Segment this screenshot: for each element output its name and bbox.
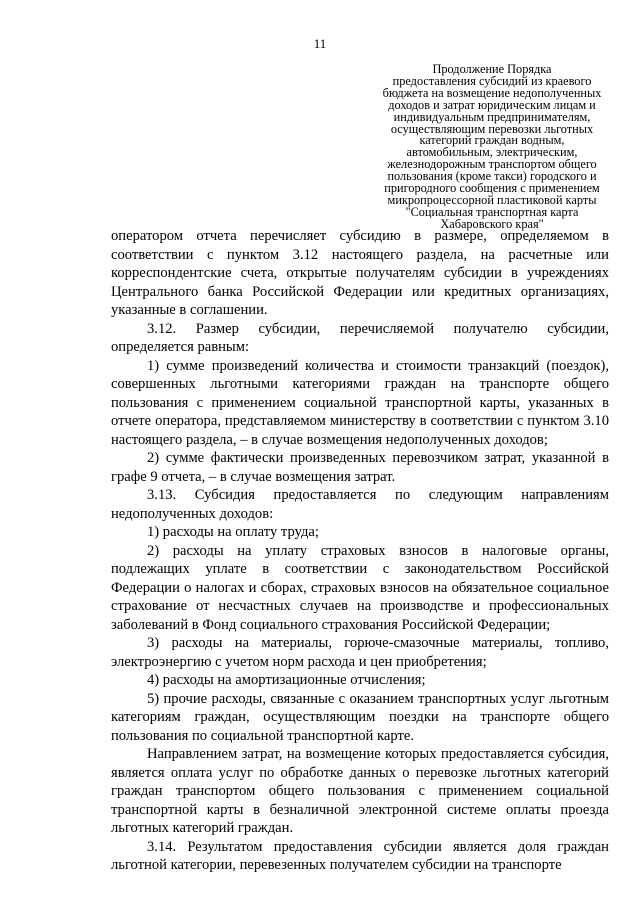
heading-line: "Социальная транспортная карта <box>405 204 579 219</box>
paragraph: оператором отчета перечисляет субсидию в размере, определяемом в соответствии с пунктом 3.12 настоящего раздела, на расчетные или корреспондентские счета, открытые получателям субсидии в учреждениях Центрального банка Российской Федерации или кредитных организациях, указанные в соглашении. <box>111 228 609 318</box>
paragraph: 1) сумме произведений количества и стоимости транзакций (поездок), совершенных льготными категориями граждан на транспорте общего пользования с применением социальной транспортной карты, указанных в отчете оператора, представляемом министерству в соответствии с пунктом 3.10 настоящего раздела, – в случае возмещения недополученных доходов; <box>111 357 609 448</box>
paragraph: 3.14. Результатом предоставления субсидии является доля граждан льготной категории, перевезенных получателем субсидии на транспорте <box>111 838 609 873</box>
document-heading <box>372 64 612 231</box>
heading-line: микропроцессорной пластиковой карты <box>387 192 597 207</box>
paragraph: 3.13. Субсидия предоставляется по следующим направлениям недополученных доходов: <box>111 487 609 522</box>
paragraph: 3.12. Размер субсидии, перечисляемой получателю субсидии, определяется равным: <box>111 320 609 355</box>
heading-line: индивидуальным предпринимателям, <box>393 109 591 124</box>
paragraph: 3) расходы на материалы, горюче-смазочные материалы, топливо, электроэнергию с учетом норм расхода и цен приобретения; <box>111 635 609 670</box>
heading-line: доходов и затрат юридическим лицам и <box>388 97 596 112</box>
page-number: 11 <box>313 36 327 51</box>
heading-line: автомобильным, электрическим, <box>406 145 578 160</box>
paragraph: 4) расходы на амортизационные отчисления; <box>147 672 426 688</box>
paragraph: 2) сумме фактически произведенных перевозчиком затрат, указанной в графе 9 отчета, – в случае возмещения затрат. <box>111 450 609 485</box>
heading-line: предоставления субсидий из краевого <box>392 73 592 88</box>
heading-line: осуществляющим перевозки льготных <box>390 121 594 136</box>
paragraph: 5) прочие расходы, связанные с оказанием транспортных услуг льготным категориям граждан, осуществляющим поездки на транспорте общего пользования по социальной транспортной карте. <box>111 690 609 744</box>
heading-line: категорий граждан водным, <box>419 133 565 148</box>
paragraph: Направлением затрат, на возмещение которых предоставляется субсидия, является оплата услуг по обработке данных о перевозке льготных категорий граждан транспортом общего пользования с применением социальной транспортной карты в безналичной электронной системе оплаты проезда льготных категорий граждан. <box>111 746 609 836</box>
paragraph: 2) расходы на уплату страховых взносов в налоговые органы, подлежащих уплате в соответствии с законодательством Российской Федерации о налогах и сборах, страховых взносов на обязательное социальное страхование от несчастных случаев на производстве и профессиональных заболеваний в Фонд социального страхования Российской Федерации; <box>111 542 609 633</box>
heading-line: железнодорожным транспортом общего <box>387 157 597 172</box>
heading-line: пользования (кроме такси) городского и <box>387 169 597 184</box>
heading-line: Продолжение Порядка <box>432 62 552 76</box>
heading-line: бюджета на возмещение недополученных <box>382 85 602 100</box>
heading-line: пригородного сообщения с применением <box>384 181 600 196</box>
document-body <box>111 227 609 875</box>
heading-line: Хабаровского края" <box>440 216 544 231</box>
paragraph: 1) расходы на оплату труда; <box>147 524 319 540</box>
